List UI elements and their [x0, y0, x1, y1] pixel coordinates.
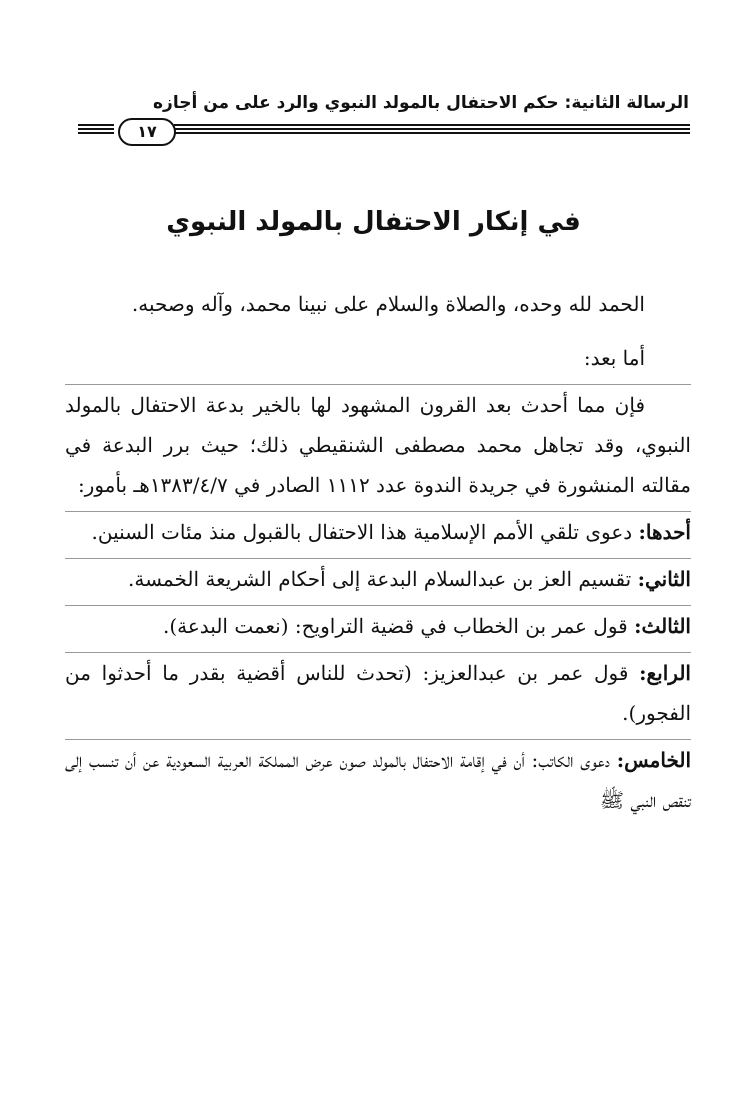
- body-text: [65, 284, 691, 820]
- paragraph-text: دعوى الكاتب: أن في إقامة الاحتفال بالمولد صون عرض المملكة العربية السعودية عن أن تنسب إلى تنقص النبي ﷺ: [65, 748, 691, 812]
- paragraph-amma-bad: [65, 338, 691, 378]
- point-lead: الثالث:: [634, 614, 691, 638]
- point-lead: الخامس:: [616, 748, 691, 772]
- paragraph-text: تقسيم العز بن عبدالسلام البدعة إلى أحكام الشريعة الخمسة.: [127, 567, 638, 591]
- paragraph-text: الحمد لله وحده، والصلاة والسلام على نبينا محمد، وآله وصحبه.: [131, 292, 645, 316]
- point-lead: الثاني:: [637, 567, 691, 591]
- paragraph-text: فإن مما أحدث بعد القرون المشهود لها بالخير بدعة الاحتفال بالمولد النبوي، وقد تجاهل محمد مصطفى الشنقيطي ذلك؛ حيث برر البدعة في مقالته المنشورة في جريدة الندوة عدد ١١١٢ الصادر في ١٣٨٣/٤/٧هـ بأمور:: [65, 393, 691, 497]
- running-header: الرسالة الثانية: حكم الاحتفال بالمولد النبوي والرد على من أجازه: [153, 93, 689, 113]
- paragraph-point-4: [65, 652, 691, 733]
- paragraph-text: قول عمر بن الخطاب في قضية التراويح: (نعمت البدعة).: [162, 614, 635, 638]
- chapter-title: في إنكار الاحتفال بالمولد النبوي: [166, 207, 581, 237]
- paragraph-intro: [65, 384, 691, 505]
- paragraph-text: دعوى تلقي الأمم الإسلامية هذا الاحتفال بالقبول منذ مئات السنين.: [91, 520, 639, 544]
- paragraph-point-5: [65, 739, 691, 820]
- paragraph-point-1: [65, 511, 691, 552]
- paragraph-point-3: [65, 605, 691, 646]
- paragraph-text: أما بعد:: [583, 346, 645, 370]
- page-number: ١٧: [118, 118, 176, 146]
- paragraph-text: قول عمر بن عبدالعزيز: (تحدث للناس أقضية بقدر ما أحدثوا من الفجور).: [65, 661, 691, 725]
- point-lead: الرابع:: [639, 661, 691, 685]
- point-lead: أحدها:: [638, 520, 691, 544]
- paragraph-opening: [65, 284, 691, 324]
- paragraph-point-2: [65, 558, 691, 599]
